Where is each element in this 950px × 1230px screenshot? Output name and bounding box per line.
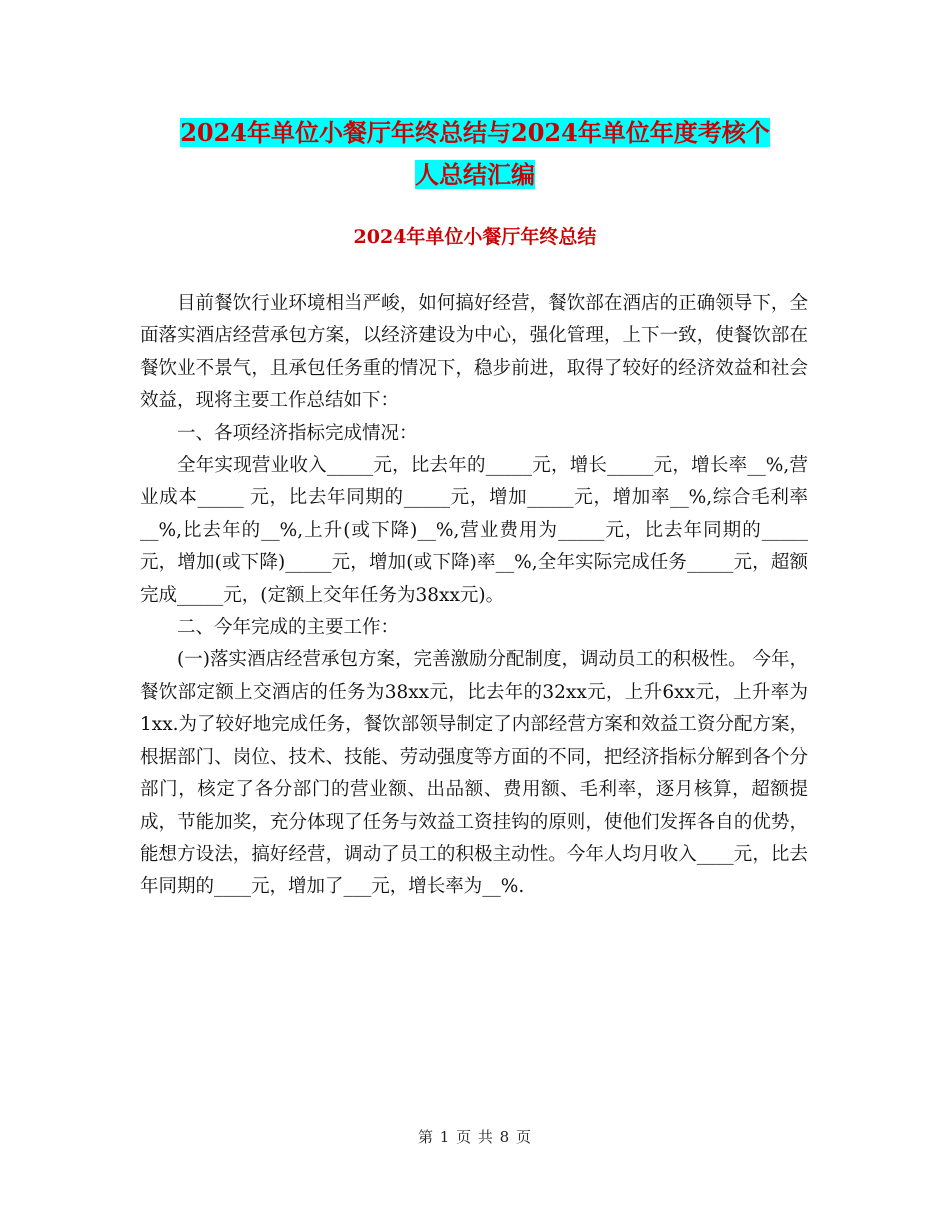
document-title	[140, 112, 810, 196]
paragraph-heading-2: 二、今年完成的主要工作：	[177, 617, 400, 639]
paragraph-indicators: 全年实现营业收入_____元，比去年的_____元，增长_____元，增长率__%,营业成本_____ 元，比去年同期的_____元，增加_____元，增加率__%,综合毛利率__%,比去年的__%,上升(或下降)__%,营业费用为_____元，比去年同期的_____元，增加(或下降)_____元，增加(或下降)率__%,全年实际完成任务_____元，超额完成_____元，(定额上交年任务为38xx元)。	[140, 455, 808, 606]
paragraph-work-1: (一)落实酒店经营承包方案，完善激励分配制度，调动员工的积极性。 今年，餐饮部定额上交酒店的任务为38xx元，比去年的32xx元，上升6xx元，上升率为1xx.为了较好地完成任务，餐饮部领导制定了内部经营方案和效益工资分配方案，根据部门、岗位、技术、技能、劳动强度等方面的不同，把经济指标分解到各个分部门，核定了各分部门的营业额、出品额、费用额、毛利率，逐月核算，超额提成，节能加奖，充分体现了任务与效益工资挂钩的原则，使他们发挥各自的优势，能想方设法，搞好经营，调动了员工的积极主动性。今年人均月收入____元，比去年同期的____元，增加了___元，增长率为__%.	[140, 649, 808, 898]
paragraph-intro: 目前餐饮行业环境相当严峻，如何搞好经营，餐饮部在酒店的正确领导下，全面落实酒店经营承包方案，以经济建设为中心，强化管理，上下一致，使餐饮部在餐饮业不景气，且承包任务重的情况下，稳步前进，取得了较好的经济效益和社会效益，现将主要工作总结如下：	[140, 293, 808, 412]
page-footer: 第 1 页 共 8 页	[418, 1128, 532, 1146]
body-text	[140, 288, 808, 904]
title-line-1: 2024年单位小餐厅年终总结与2024年单位年度考核个	[180, 118, 770, 147]
section-title: 2024年单位小餐厅年终总结	[353, 226, 597, 248]
title-line-2: 人总结汇编	[415, 160, 535, 189]
paragraph-heading-1: 一、各项经济指标完成情况：	[177, 422, 418, 444]
